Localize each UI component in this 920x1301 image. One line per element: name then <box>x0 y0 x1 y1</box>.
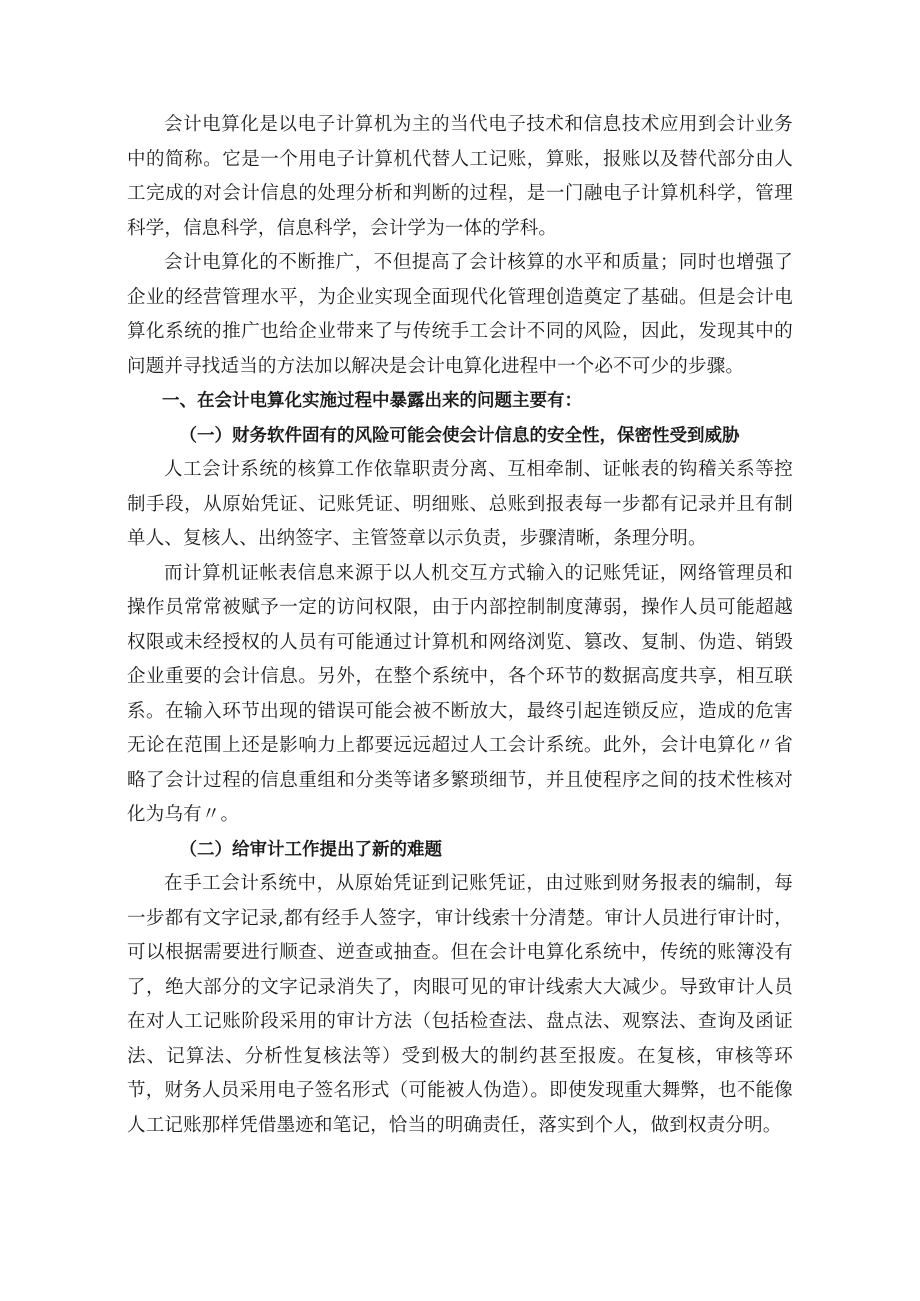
body-paragraph: 人工会计系统的核算工作依靠职责分离、互相牵制、证帐表的钩稽关系等控制手段，从原始凭证、记账凭证、明细账、总账到报表每一步都有记录并且有制单人、复核人、出纳签字、主管签章以示负责，步骤清晰，条理分明。 <box>127 459 793 549</box>
document-page <box>127 108 793 1143</box>
subsection-heading-1: （一）财务软件固有的风险可能会使会计信息的安全性，保密性受到威胁 <box>179 425 740 446</box>
subsection-heading-2: （二）给审计工作提出了新的难题 <box>179 839 442 860</box>
body-paragraph: 而计算机证帐表信息来源于以人机交互方式输入的记账凭证，网络管理员和操作员常常被赋予一定的访问权限，由于内部控制制度薄弱，操作人员可能超越权限或未经授权的人员有可能通过计算机和网络浏览、篡改、复制、伪造、销毁企业重要的会计信息。另外，在整个系统中，各个环节的数据高度共享，相互联系。在输入环节出现的错误可能会被不断放大，最终引起连锁反应，造成的危害无论在范围上还是影响力上都要远远超过人工会计系统。此外，会计电算化〃省略了会计过程的信息重组和分类等诸多繁琐细节，并且使程序之间的技术性核对化为乌有〃。 <box>127 562 793 825</box>
section-heading: 一、在会计电算化实施过程中暴露出来的问题主要有： <box>162 391 582 411</box>
body-paragraph: 在手工会计系统中，从原始凭证到记账凭证，由过账到财务报表的编制，每一步都有文字记录,都有经手人签字，审计线索十分清楚。审计人员进行审计时，可以根据需要进行顺查、逆查或抽查。但在会计电算化系统中，传统的账簿没有了，绝大部分的文字记录消失了，肉眼可见的审计线索大大减少。导致审计人员在对人工记账阶段采用的审计方法（包括检查法、盘点法、观察法、查询及函证法、记算法、分析性复核法等）受到极大的制约甚至报废。在复核，审核等环节，财务人员采用电子签名形式（可能被人伪造）。即使发现重大舞弊，也不能像人工记账那样凭借墨迹和笔记，恰当的明确责任，落实到个人，做到权责分明。 <box>127 873 793 1136</box>
intro-paragraph: 会计电算化的不断推广，不但提高了会计核算的水平和质量；同时也增强了企业的经营管理水平，为企业实现全面现代化管理创造奠定了基础。但是会计电算化系统的推广也给企业带来了与传统手工会计不同的风险，因此，发现其中的问题并寻找适当的方法加以解决是会计电算化进程中一个必不可少的步骤。 <box>127 252 793 377</box>
intro-paragraph: 会计电算化是以电子计算机为主的当代电子技术和信息技术应用到会计业务中的简称。它是一个用电子计算机代替人工记账，算账，报账以及替代部分由人工完成的对会计信息的处理分析和判断的过程，是一门融电子计算机科学，管理科学，信息科学，信息科学，会计学为一体的学科。 <box>127 114 793 239</box>
